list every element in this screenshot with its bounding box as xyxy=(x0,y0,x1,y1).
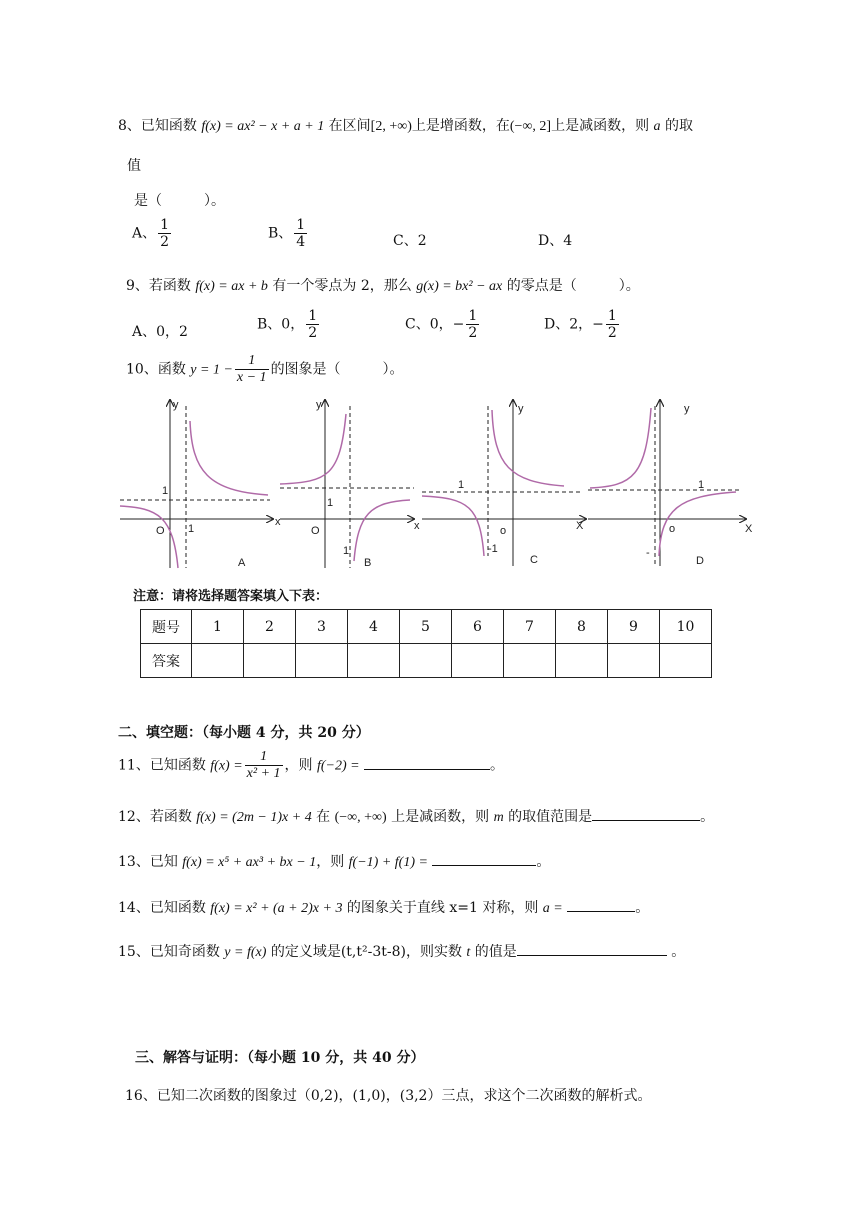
graph-b-y-mark: 1 xyxy=(327,497,334,509)
q10-line: 10、函数 y = 1 − $\frac{1}{x - 1}$ 的图象是（ ）。 xyxy=(126,353,404,385)
section2-title: 二、填空题：（每小题 4 分，共 20 分） xyxy=(118,725,370,741)
graph-a-x-mark: 1 xyxy=(188,523,195,535)
q11-answer-blank[interactable] xyxy=(364,757,490,770)
table-cell: 6 xyxy=(452,610,504,644)
answer-cell[interactable] xyxy=(400,644,452,678)
graph-c-letter: C xyxy=(530,554,538,566)
table-cell: 4 xyxy=(348,610,400,644)
graph-c-origin: o xyxy=(500,525,507,537)
table-header-number: 题号 xyxy=(141,610,192,644)
answer-cell[interactable] xyxy=(660,644,712,678)
answer-cell[interactable] xyxy=(452,644,504,678)
table-cell: 7 xyxy=(504,610,556,644)
graph-d-y-label: y xyxy=(684,403,690,415)
table-cell: 10 xyxy=(660,610,712,644)
graph-b-x-mark: 1 xyxy=(343,545,350,557)
graph-b-origin: O xyxy=(311,525,320,537)
graph-c-y-mark: 1 xyxy=(458,479,465,491)
q9-line1: 9、若函数 f(x) = ax + b 有一个零点为 2，那么 g(x) = bx² − ax 的零点是（ ）。 xyxy=(126,278,640,294)
q8-option-b: B、 $\frac{1}{4}$ xyxy=(268,217,306,250)
q16-text: 16、已知二次函数的图象过（0,2)，(1,0)，(3,2）三点，求这个二次函数的解析式。 xyxy=(125,1088,652,1104)
graph-c-x-mark: -1 xyxy=(488,543,498,555)
answer-cell[interactable] xyxy=(296,644,348,678)
graph-b xyxy=(280,399,420,569)
graph-a xyxy=(120,399,281,569)
q8-number: 8、 xyxy=(118,118,141,134)
graph-c-y-label: y xyxy=(518,403,524,415)
graph-c-x-label: X xyxy=(576,520,584,532)
graph-d-origin: o xyxy=(669,523,676,535)
q8-interval-increasing: [2, +∞) xyxy=(370,119,412,134)
graph-b-x-label: x xyxy=(414,520,420,532)
q8-line2: 值 xyxy=(127,158,141,174)
table-cell: 2 xyxy=(244,610,296,644)
q11-line: 11、已知函数 f(x) = $\frac{1}{\text{x² + 1}}$ ，则 f(−2) = 。 xyxy=(118,749,505,781)
q12-answer-blank[interactable] xyxy=(592,808,700,821)
table-row-numbers xyxy=(141,610,712,644)
q12-line: 12、若函数 f(x) = (2m − 1)x + 4 在 (−∞, +∞) 上是减函数，则 m 的取值范围是 。 xyxy=(118,809,715,825)
graph-d-x-label: X xyxy=(745,523,753,535)
section3-title: 三、解答与证明：（每小题 10 分，共 40 分） xyxy=(135,1050,425,1066)
answer-table xyxy=(140,609,712,678)
graph-a-origin: O xyxy=(156,525,165,537)
q13-line: 13、已知 f(x) = x⁵ + ax³ + bx − 1，则 f(−1) + f(1) = 。 xyxy=(118,854,551,870)
graph-b-letter: B xyxy=(364,557,372,569)
answer-cell[interactable] xyxy=(608,644,660,678)
graph-d-x-mark: - xyxy=(646,547,650,559)
q9-option-a: A、0，2 xyxy=(132,324,188,340)
q8-option-a: A、 $\frac{1}{2}$ xyxy=(132,217,170,250)
graph-d xyxy=(588,400,753,567)
answer-cell[interactable] xyxy=(348,644,400,678)
q10-graphs xyxy=(118,396,758,574)
table-cell: 8 xyxy=(556,610,608,644)
q9-function-f: f(x) = ax + b xyxy=(195,279,268,294)
q15-answer-blank[interactable] xyxy=(517,943,667,956)
q15-line: 15、已知奇函数 y = f(x) 的定义域是(t,t²-3t-8)，则实数 t 的值是 。 xyxy=(118,944,686,960)
answer-note: 注意：请将选择题答案填入下表： xyxy=(133,589,329,604)
q9-option-b: B、0， $\frac{1}{2}$ xyxy=(257,308,318,341)
graph-d-letter: D xyxy=(696,555,704,567)
q13-answer-blank[interactable] xyxy=(432,853,536,866)
q8-option-d: D、4 xyxy=(538,233,573,249)
table-cell: 1 xyxy=(192,610,244,644)
table-cell: 9 xyxy=(608,610,660,644)
q8-line1: 8、已知函数 f(x) = ax² − x + a + 1 在区间[2, +∞)上是增函数，在(−∞, 2]上是减函数，则 a 的取 xyxy=(118,118,693,134)
graph-c xyxy=(422,400,586,566)
graph-d-y-mark: 1 xyxy=(698,479,705,491)
table-cell: 3 xyxy=(296,610,348,644)
q8-function: f(x) = ax² − x + a + 1 xyxy=(201,119,325,134)
q8-option-c: C、2 xyxy=(393,233,427,249)
answer-cell[interactable] xyxy=(504,644,556,678)
graph-b-y-label: y xyxy=(316,399,322,411)
graph-a-y-mark: 1 xyxy=(162,485,169,497)
graph-a-letter: A xyxy=(238,557,246,569)
q14-answer-blank[interactable] xyxy=(567,899,635,912)
table-row-answers xyxy=(141,644,712,678)
table-cell: 5 xyxy=(400,610,452,644)
q9-option-d: D、2，− $\frac{1}{2}$ xyxy=(544,308,617,341)
q8-interval-decreasing: (−∞, 2] xyxy=(509,119,552,134)
q8-line3: 是（ ）。 xyxy=(134,193,225,209)
answer-cell[interactable] xyxy=(244,644,296,678)
graph-a-y-label: y xyxy=(173,399,179,411)
table-header-answer: 答案 xyxy=(141,644,192,678)
q9-option-c: C、0，− $\frac{1}{2}$ xyxy=(405,308,478,341)
graph-a-x-label: x xyxy=(275,516,281,528)
answer-cell[interactable] xyxy=(192,644,244,678)
q9-function-g: g(x) = bx² − ax xyxy=(416,279,503,294)
answer-cell[interactable] xyxy=(556,644,608,678)
q14-line: 14、已知函数 f(x) = x² + (a + 2)x + 3 的图象关于直线 x=1 对称，则 a = 。 xyxy=(118,900,650,916)
